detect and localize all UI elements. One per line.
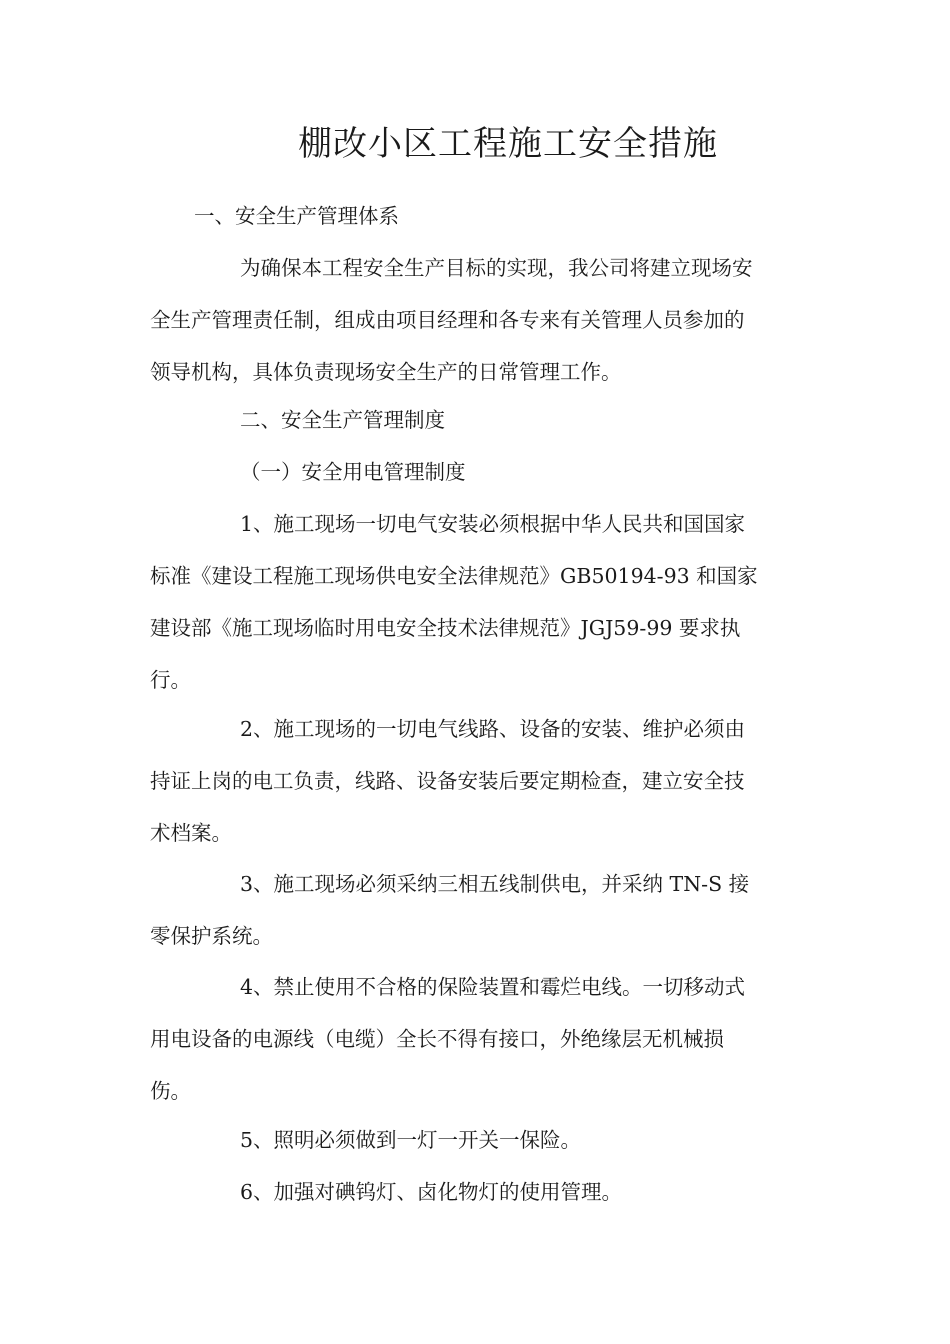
- paragraph-line: 1、施工现场一切电气安装必须根据中华人民共和国国家: [240, 512, 746, 536]
- list-item-2: [150, 703, 810, 859]
- subsection-heading-electricity: [150, 446, 810, 498]
- list-item-6: [150, 1166, 810, 1218]
- list-item-4: [150, 961, 810, 1117]
- paragraph-line: 术档案。: [150, 821, 232, 845]
- paragraph-line: 6、加强对碘钨灯、卤化物灯的使用管理。: [240, 1180, 623, 1204]
- paragraph-line: 3、施工现场必须采纳三相五线制供电，并采纳 TN-S 接: [240, 872, 750, 896]
- paragraph-line: 持证上岗的电工负责，线路、设备安装后要定期检查，建立安全技: [150, 769, 745, 793]
- section-heading-text: 二、安全生产管理制度: [240, 408, 445, 432]
- paragraph-line: 伤。: [150, 1079, 191, 1103]
- paragraph-line: 5、照明必须做到一灯一开关一保险。: [240, 1128, 582, 1152]
- paragraph-line: 行。: [150, 668, 191, 692]
- paragraph-line: 用电设备的电源线（电缆）全长不得有接口，外绝缘层无机械损: [150, 1027, 724, 1051]
- list-item-3: [150, 858, 810, 962]
- paragraph-safety-system: [150, 242, 810, 398]
- paragraph-line: 全生产管理责任制，组成由项目经理和各专来有关管理人员参加的: [150, 308, 745, 332]
- paragraph-line: 领导机构，具体负责现场安全生产的日常管理工作。: [150, 360, 622, 384]
- paragraph-line: 零保护系统。: [150, 924, 273, 948]
- subsection-heading-text: （一）安全用电管理制度: [240, 460, 466, 484]
- section-heading-management-rules: [150, 394, 810, 446]
- paragraph-line: 建设部《施工现场临时用电安全技术法律规范》JGJ59-99 要求执: [150, 616, 741, 640]
- section-heading-safety-system: [150, 190, 810, 242]
- document-title: 棚改小区工程施工安全措施: [298, 124, 718, 164]
- list-item-5: [150, 1114, 810, 1166]
- paragraph-line: 2、施工现场的一切电气线路、设备的安装、维护必须由: [240, 717, 746, 741]
- list-item-1: [150, 498, 810, 706]
- section-heading-text: 一、安全生产管理体系: [194, 204, 399, 228]
- paragraph-line: 4、禁止使用不合格的保险装置和霉烂电线。一切移动式: [240, 975, 746, 999]
- paragraph-line: 为确保本工程安全生产目标的实现，我公司将建立现场安: [240, 256, 753, 280]
- paragraph-line: 标准《建设工程施工现场供电安全法律规范》GB50194-93 和国家: [150, 564, 758, 588]
